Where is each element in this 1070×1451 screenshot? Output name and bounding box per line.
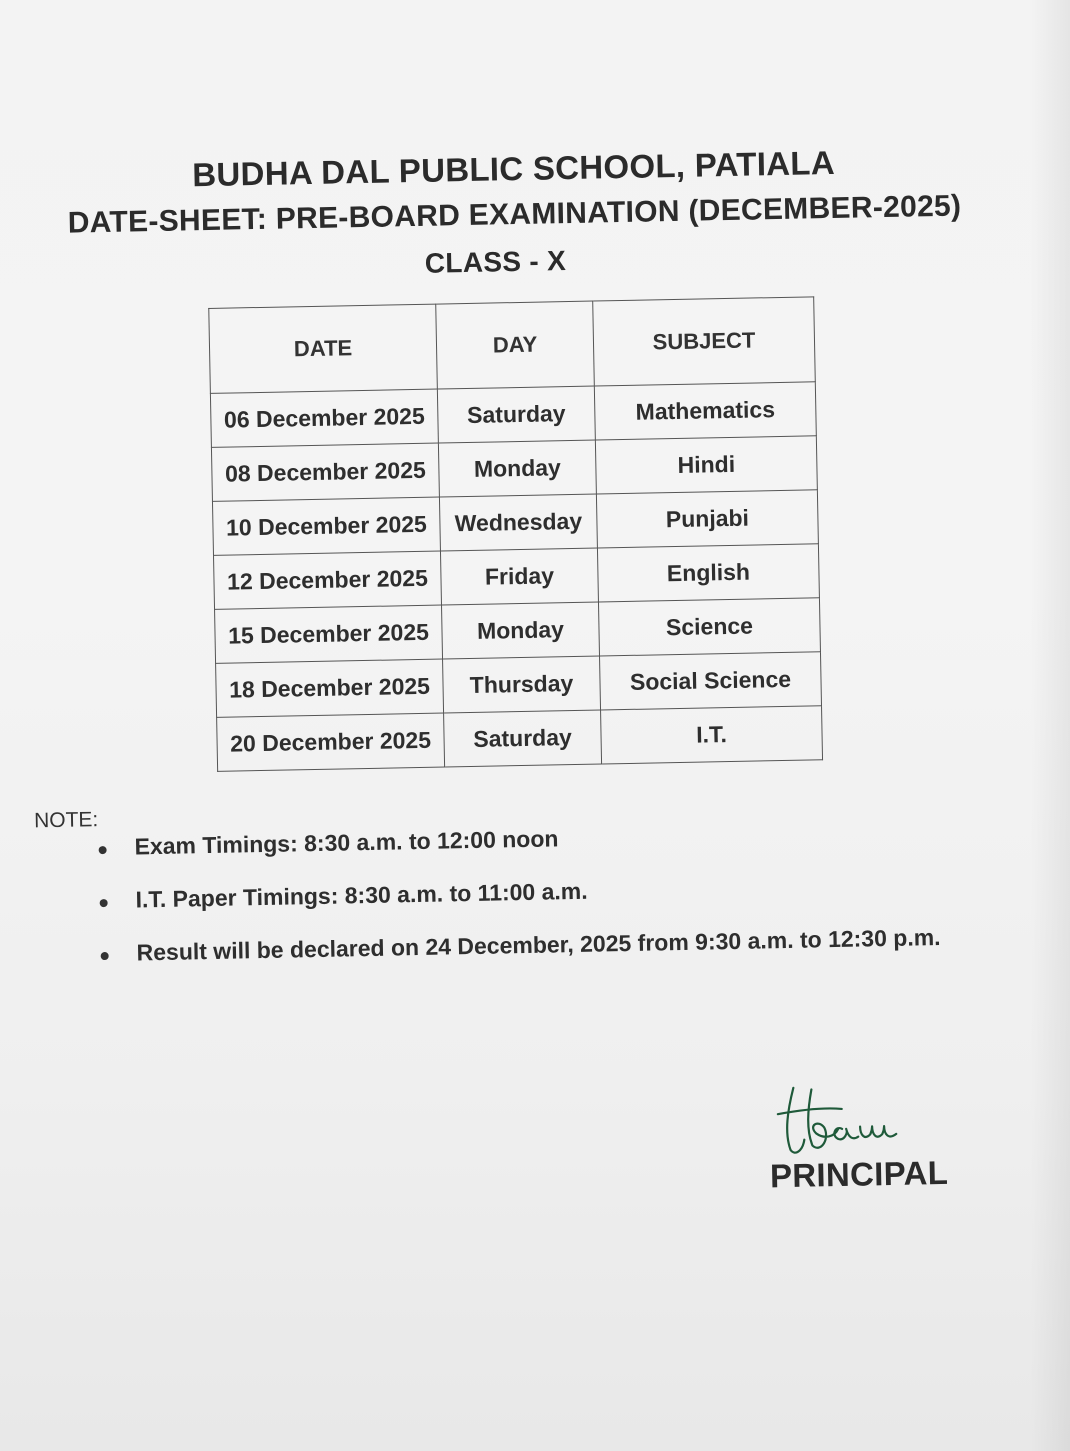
cell-day: Monday (438, 440, 596, 497)
cell-day: Saturday (437, 386, 595, 443)
cell-subject: Hindi (595, 436, 817, 494)
cell-day: Wednesday (439, 494, 597, 551)
note-text: Result will be declared on 24 December, 2025 from 9:30 a.m. to 12:30 p.m. (136, 924, 941, 966)
principal-label: PRINCIPAL (769, 1153, 949, 1195)
notes-list (96, 818, 941, 993)
table-header-row (209, 297, 816, 394)
cell-date: 06 December 2025 (210, 389, 438, 447)
bullet-icon (100, 899, 108, 907)
cell-subject: I.T. (601, 706, 823, 764)
note-label: NOTE: (33, 808, 99, 833)
cell-day: Thursday (443, 656, 601, 713)
cell-date: 10 December 2025 (212, 497, 440, 555)
note-text: I.T. Paper Timings: 8:30 a.m. to 11:00 a.m. (135, 877, 588, 913)
principal-signature (771, 1077, 933, 1160)
cell-date: 18 December 2025 (216, 659, 444, 717)
school-name: BUDHA DAL PUBLIC SCHOOL, PATIALA (191, 143, 836, 194)
cell-date: 12 December 2025 (214, 551, 442, 609)
cell-date: 08 December 2025 (211, 443, 439, 501)
class-label: CLASS - X (424, 245, 567, 279)
cell-day: Monday (442, 602, 600, 659)
cell-subject: Social Science (600, 652, 822, 710)
cell-subject: Science (598, 598, 820, 656)
header-date: DATE (209, 304, 438, 393)
cell-date: 20 December 2025 (217, 713, 445, 771)
exam-title: DATE-SHEET: PRE-BOARD EXAMINATION (DECEMBER-2025) (67, 189, 962, 240)
cell-subject: Punjabi (596, 490, 818, 548)
note-text: Exam Timings: 8:30 a.m. to 12:00 noon (134, 825, 559, 860)
cell-subject: English (597, 544, 819, 602)
bullet-icon (101, 952, 109, 960)
date-sheet-table (208, 296, 823, 772)
cell-subject: Mathematics (594, 382, 816, 440)
cell-date: 15 December 2025 (215, 605, 443, 663)
cell-day: Saturday (444, 710, 602, 767)
table-row (217, 706, 823, 772)
bullet-icon (99, 846, 107, 854)
header-subject: SUBJECT (593, 297, 816, 386)
cell-day: Friday (440, 548, 598, 605)
header-day: DAY (436, 301, 595, 389)
